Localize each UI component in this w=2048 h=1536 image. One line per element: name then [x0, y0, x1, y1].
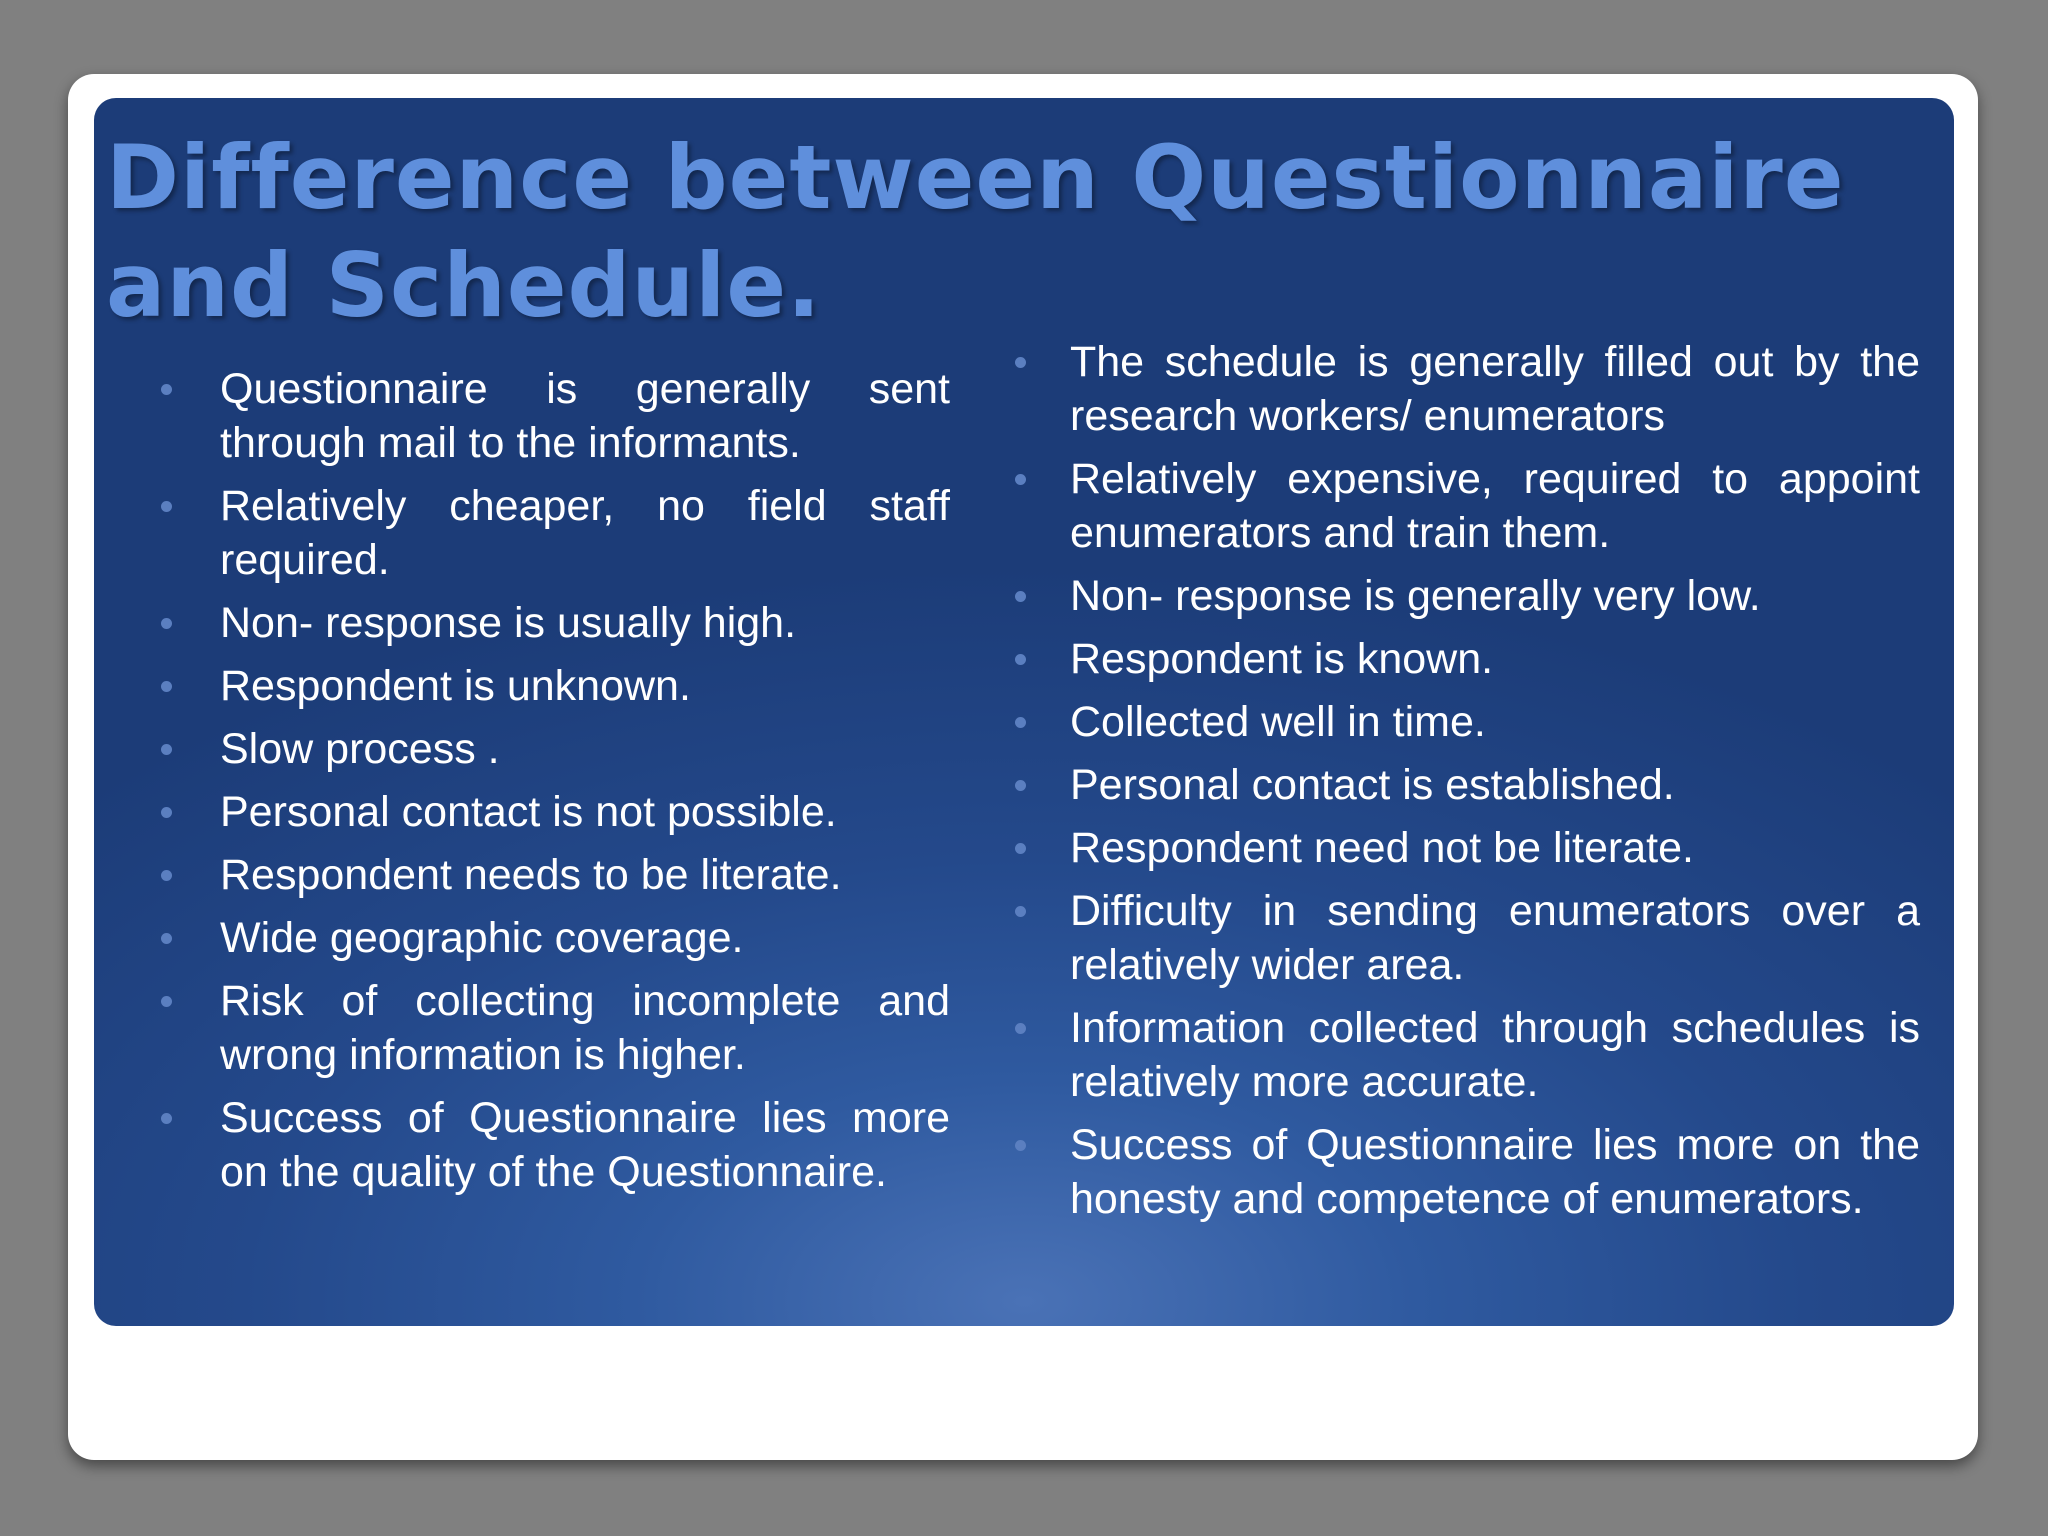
slide-title: Difference between Questionnaire and Schedule.: [106, 126, 1845, 337]
list-item-text: Personal contact is established.: [1070, 761, 1675, 809]
list-item: [1070, 758, 1920, 812]
list-item-text: Respondent need not be literate.: [1070, 824, 1694, 872]
list-item-text: Respondent needs to be literate.: [220, 851, 842, 899]
schedule-column: [1070, 335, 1920, 1235]
bullet-icon: [1015, 843, 1026, 854]
bullet-icon: [1015, 654, 1026, 665]
bullet-icon: [161, 870, 172, 881]
list-item: [220, 596, 950, 650]
bullet-icon: [161, 618, 172, 629]
bullet-icon: [161, 681, 172, 692]
bullet-icon: [161, 933, 172, 944]
bullet-icon: [1015, 780, 1026, 791]
list-item: [220, 848, 950, 902]
list-item: [1070, 821, 1920, 875]
list-item-text: Risk of collecting incomplete and wrong information is higher.: [220, 977, 950, 1079]
list-item: [1070, 335, 1920, 443]
list-item-text: Respondent is unknown.: [220, 662, 691, 710]
bullet-icon: [161, 384, 172, 395]
questionnaire-column: [220, 362, 950, 1208]
list-item-text: Success of Questionnaire lies more on the quality of the Questionnaire.: [220, 1094, 950, 1196]
list-item: [1070, 569, 1920, 623]
list-item: [220, 362, 950, 470]
bullet-icon: [1015, 1140, 1026, 1151]
bullet-icon: [1015, 357, 1026, 368]
list-item-text: Relatively expensive, required to appoint enumerators and train them.: [1070, 455, 1920, 557]
list-item-text: Relatively cheaper, no field staff required.: [220, 482, 950, 584]
list-item: [220, 722, 950, 776]
list-item-text: Success of Questionnaire lies more on the honesty and competence of enumerators.: [1070, 1121, 1920, 1223]
list-item: [220, 479, 950, 587]
list-item-text: Questionnaire is generally sent through mail to the informants.: [220, 365, 950, 467]
list-item: [220, 659, 950, 713]
list-item-text: Slow process .: [220, 725, 500, 773]
list-item: [220, 911, 950, 965]
list-item-text: Collected well in time.: [1070, 698, 1486, 746]
list-item: [1070, 1118, 1920, 1226]
list-item: [1070, 695, 1920, 749]
list-item: [220, 785, 950, 839]
list-item-text: Non- response is generally very low.: [1070, 572, 1761, 620]
list-item: [1070, 1001, 1920, 1109]
bullet-icon: [1015, 717, 1026, 728]
list-item-text: Non- response is usually high.: [220, 599, 797, 647]
bullet-icon: [1015, 906, 1026, 917]
list-item-text: Wide geographic coverage.: [220, 914, 744, 962]
content-panel: [94, 98, 1954, 1326]
slide-frame: [68, 74, 1978, 1460]
bullet-icon: [1015, 1023, 1026, 1034]
list-item-text: Difficulty in sending enumerators over a relatively wider area.: [1070, 887, 1920, 989]
list-item-text: The schedule is generally filled out by the research workers/ enumerators: [1070, 338, 1920, 440]
bullet-icon: [1015, 591, 1026, 602]
list-item: [1070, 452, 1920, 560]
bullet-icon: [1015, 474, 1026, 485]
list-item: [1070, 884, 1920, 992]
bullet-icon: [161, 807, 172, 818]
list-item: [1070, 632, 1920, 686]
bullet-icon: [161, 1113, 172, 1124]
list-item: [220, 974, 950, 1082]
list-item-text: Personal contact is not possible.: [220, 788, 837, 836]
bullet-icon: [161, 744, 172, 755]
bullet-icon: [161, 996, 172, 1007]
bullet-icon: [161, 501, 172, 512]
list-item: [220, 1091, 950, 1199]
list-item-text: Respondent is known.: [1070, 635, 1494, 683]
list-item-text: Information collected through schedules is relatively more accurate.: [1070, 1004, 1920, 1106]
